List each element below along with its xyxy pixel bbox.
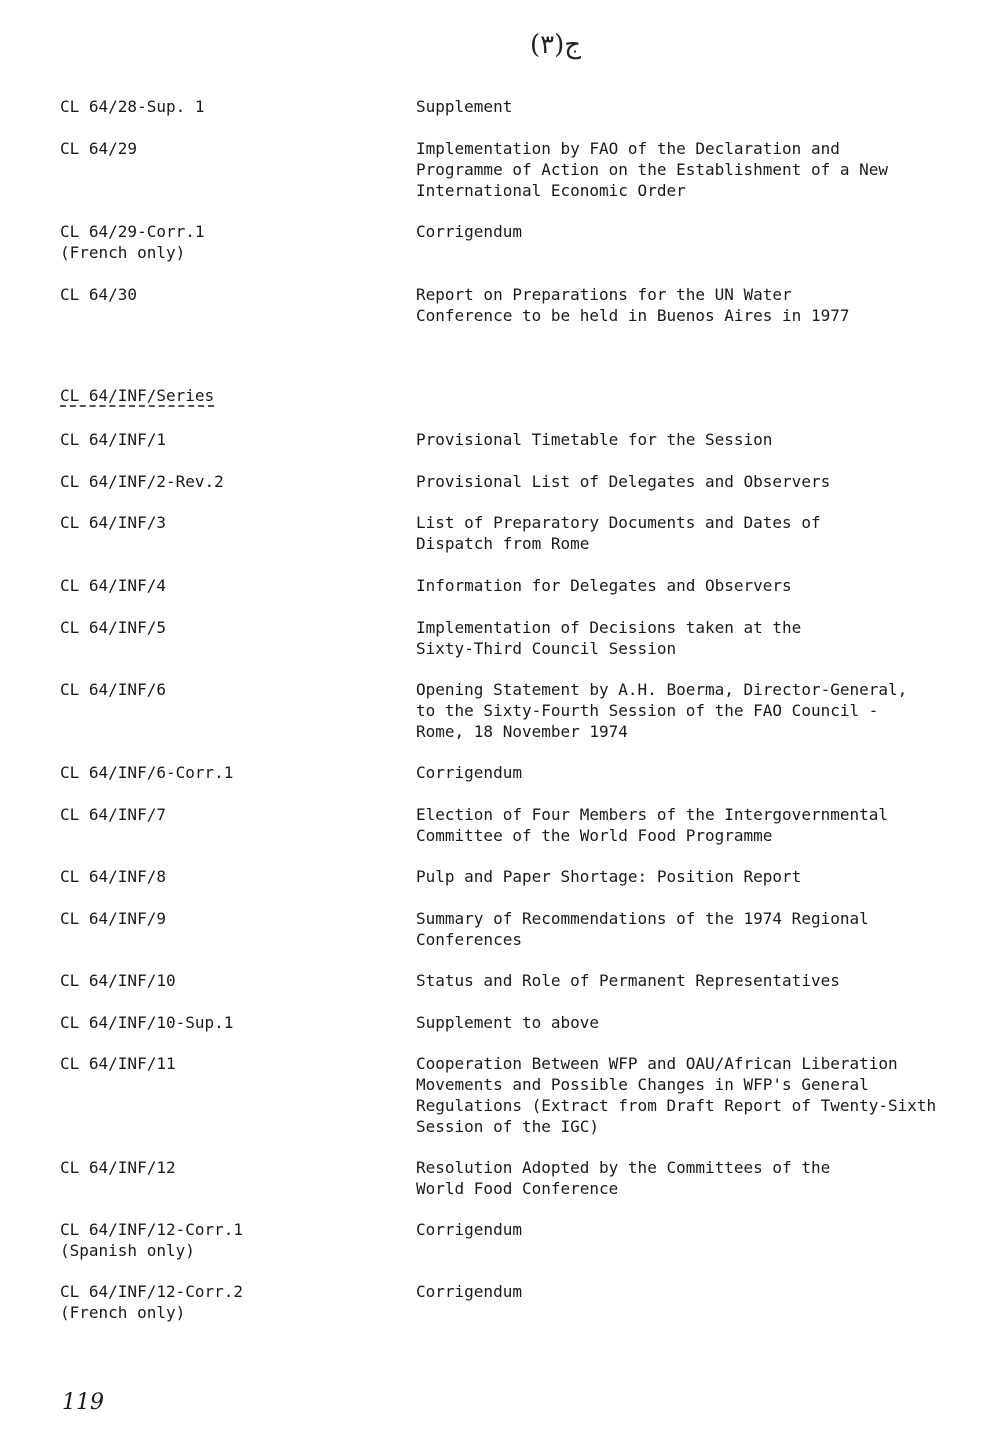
document-ref: CL 64/INF/2-Rev.2	[60, 472, 224, 491]
document-ref: CL 64/INF/8	[60, 867, 166, 886]
document-ref: CL 64/INF/1	[60, 430, 166, 449]
page-number: 119	[62, 1390, 104, 1415]
document-title: Implementation of Decisions taken at the Sixty-Third Council Session	[416, 618, 802, 658]
document-ref: CL 64/29-Corr.1 (French only)	[60, 222, 205, 262]
document-ref: CL 64/INF/5	[60, 618, 166, 637]
annex-mark: ج(٣)	[530, 30, 582, 60]
document-title: Information for Delegates and Observers	[416, 576, 792, 595]
document-ref: CL 64/INF/4	[60, 576, 166, 595]
document-title: Corrigendum	[416, 763, 522, 782]
document-ref: CL 64/INF/11	[60, 1054, 176, 1073]
document-title: Supplement to above	[416, 1013, 600, 1032]
document-ref: CL 64/INF/12-Corr.1 (Spanish only)	[60, 1220, 244, 1260]
document-title: Cooperation Between WFP and OAU/African Liberation Movements and Possible Changes in WFP's General Regulations (Extract from Draft Report of Twenty-Sixth Session of the IGC)	[416, 1054, 937, 1136]
document-title: Corrigendum	[416, 1220, 522, 1239]
document-ref: CL 64/INF/3	[60, 513, 166, 532]
document-title: Opening Statement by A.H. Boerma, Director-General, to the Sixty-Fourth Session of the FAO Council - Rome, 18 November 1974	[416, 680, 908, 741]
document-title: Election of Four Members of the Intergovernmental Committee of the World Food Programme	[416, 805, 889, 845]
document-ref: CL 64/30	[60, 285, 138, 304]
document-title: Resolution Adopted by the Committees of the World Food Conference	[416, 1158, 831, 1198]
document-title: Corrigendum	[416, 222, 522, 241]
document-ref: CL 64/INF/6	[60, 680, 166, 699]
document-title: List of Preparatory Documents and Dates of Dispatch from Rome	[416, 513, 821, 553]
document-title: Corrigendum	[416, 1282, 522, 1301]
document-ref: CL 64/INF/6-Corr.1	[60, 763, 234, 782]
document-title: Provisional List of Delegates and Observers	[416, 472, 831, 491]
document-ref: CL 64/INF/10	[60, 971, 176, 990]
document-title: Provisional Timetable for the Session	[416, 430, 773, 449]
document-title: Report on Preparations for the UN Water Conference to be held in Buenos Aires in 1977	[416, 285, 850, 325]
document-ref: CL 64/INF/7	[60, 805, 166, 824]
document-ref: CL 64/INF/9	[60, 909, 166, 928]
document-ref: CL 64/29	[60, 139, 138, 158]
document-title: Pulp and Paper Shortage: Position Report	[416, 867, 802, 886]
document-ref: CL 64/INF/10-Sup.1	[60, 1013, 234, 1032]
document-title: Summary of Recommendations of the 1974 Regional Conferences	[416, 909, 869, 949]
document-ref: CL 64/INF/12	[60, 1158, 176, 1177]
document-ref: CL 64/28-Sup. 1	[60, 97, 205, 116]
document-title: Implementation by FAO of the Declaration and Programme of Action on the Establishment of a New International Economic Order	[416, 139, 889, 200]
document-title: Supplement	[416, 97, 513, 116]
document-title: Status and Role of Permanent Representatives	[416, 971, 840, 990]
section-heading: CL 64/INF/Series	[60, 386, 215, 405]
document-ref: CL 64/INF/12-Corr.2 (French only)	[60, 1282, 244, 1322]
